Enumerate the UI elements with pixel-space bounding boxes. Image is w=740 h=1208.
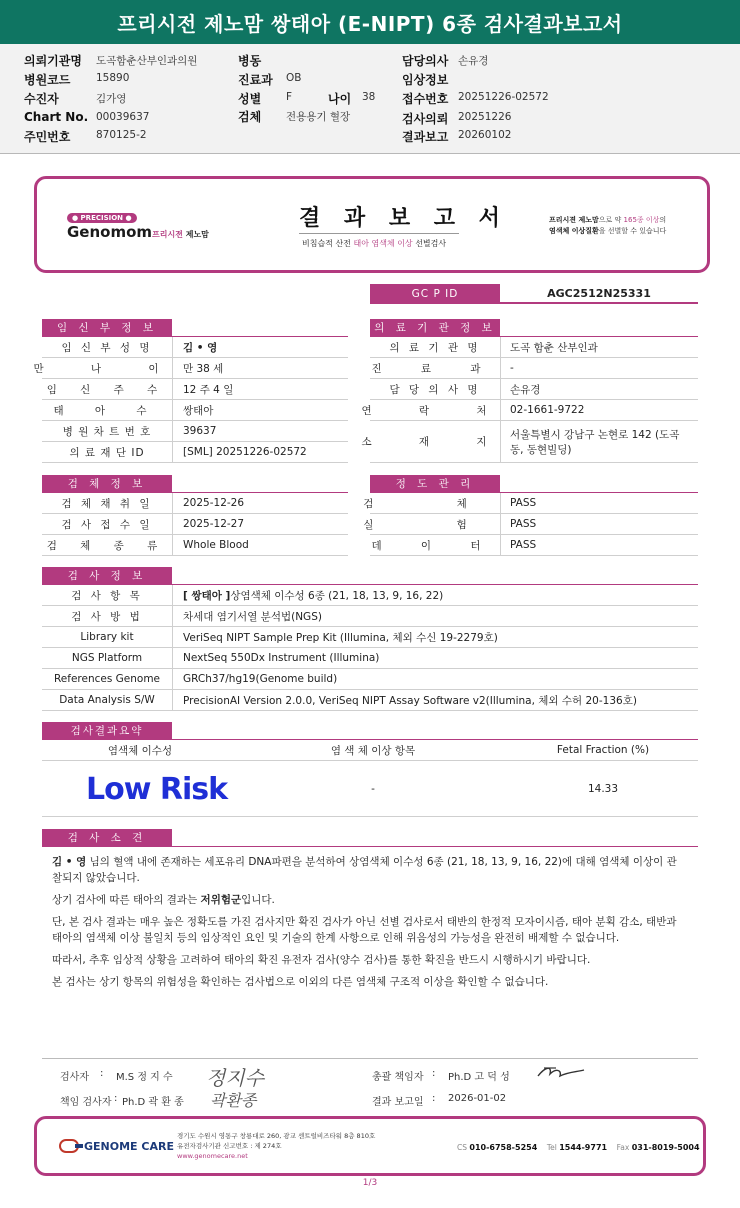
abnormal-items-value: - xyxy=(371,783,375,795)
header-field xyxy=(24,110,150,124)
col-divider xyxy=(172,585,173,710)
heading-underline xyxy=(299,233,459,234)
header-key: 담당의사 xyxy=(402,54,449,68)
row-label: Library kit xyxy=(80,631,134,643)
row-rule xyxy=(42,668,698,669)
col-divider xyxy=(172,493,173,555)
header-value: 전용용기 혈장 xyxy=(286,111,351,123)
section-opinion: 검 사 소 견 xyxy=(42,829,172,846)
row-label: 검 체 종 류 xyxy=(46,539,168,552)
row-rule xyxy=(370,513,698,514)
header-field xyxy=(238,90,293,107)
colon: : xyxy=(432,1093,436,1104)
footer-contacts xyxy=(457,1143,700,1152)
row-label: 검 체 채 취 일 xyxy=(61,497,153,510)
row-rule xyxy=(42,626,698,627)
row-rule xyxy=(42,357,348,358)
header-value: 15890 xyxy=(96,72,130,84)
row-label: 연 락 처 xyxy=(361,404,509,417)
header-field-age xyxy=(328,90,376,107)
row-label: 검 사 항 목 xyxy=(71,589,143,602)
report-heading: 결 과 보 고 서 xyxy=(299,206,508,231)
tagline-disease: 염색체 이상질환 xyxy=(549,227,599,235)
tel-number: 1544-9771 xyxy=(559,1143,608,1152)
cs-number: 010-6758-5254 xyxy=(469,1143,538,1152)
license-line: 유전자검사기관 신고번호 : 제 274호 xyxy=(177,1142,282,1150)
address-line: 경기도 수원시 영통구 창룡대로 260, 광교 센트럴비즈타워 8층 810호 xyxy=(177,1132,376,1140)
genome-care-icon xyxy=(59,1139,79,1153)
header-field xyxy=(238,108,351,125)
banner-tagline xyxy=(549,215,666,237)
genome-care-text: GENOME CARE xyxy=(84,1139,174,1153)
row-value: 39637 xyxy=(183,425,217,437)
header-key: 임상정보 xyxy=(402,73,449,87)
row-rule xyxy=(42,399,348,400)
header-value: 20251226 xyxy=(458,111,512,123)
row-rule xyxy=(42,689,698,690)
row-value: PrecisionAI Version 2.0.0, VeriSeq NIPT Assay Software v2(Illumina, 체외 수허 20-136호) xyxy=(183,694,637,707)
row-label: NGS Platform xyxy=(71,652,143,664)
row-value: 02-1661-9722 xyxy=(510,404,585,416)
row-label: 데 이 터 xyxy=(371,539,499,552)
row-value: PASS xyxy=(510,518,537,530)
row-rule xyxy=(42,816,698,817)
twin-tag: [ 쌍태아 ] xyxy=(183,589,231,602)
header-key: Chart No. xyxy=(24,110,89,124)
header-key: 의뢰기관명 xyxy=(24,54,82,68)
summary-col-abnormal: 염 색 체 이상 항목 xyxy=(330,744,416,757)
row-rule xyxy=(42,441,348,442)
row-label: 실 험 xyxy=(363,518,507,531)
opinion-text: 님의 혈액 내에 존재하는 세포유리 DNA파편을 분석하여 상염색체 이수성 6종 (21, 18, 13, 9, 16, 22)에 대해 염색체 이상이 관 xyxy=(86,856,677,868)
sub-2: 태아 염색체 이상 xyxy=(353,239,413,248)
row-value: [SML] 20251226-02572 xyxy=(183,446,307,458)
opinion-paragraph-2 xyxy=(52,892,700,908)
header-value: 870125-2 xyxy=(96,129,147,141)
row-rule xyxy=(42,462,348,463)
sub-3: 선별검사 xyxy=(412,239,447,248)
row-rule xyxy=(42,605,698,606)
row-label: 의 료 기 관 명 xyxy=(389,341,481,354)
header-field xyxy=(24,71,130,88)
report-date: 2026-01-02 xyxy=(448,1093,507,1104)
header-key: 주민번호 xyxy=(24,130,71,144)
header-key: 나이 xyxy=(328,92,352,106)
row-value: 동, 동현빌딩) xyxy=(510,443,572,456)
report-date-label: 결과 보고일 xyxy=(372,1097,424,1108)
cs-label: CS xyxy=(457,1143,467,1152)
tagline-count: 165종 이상 xyxy=(623,216,660,224)
signature-rule xyxy=(42,1058,698,1059)
brand-sub xyxy=(152,229,209,240)
header-field xyxy=(402,110,512,127)
colon: : xyxy=(114,1093,118,1104)
sub-1: 비침습적 산전 xyxy=(302,239,354,248)
header-field xyxy=(24,128,147,145)
header-key: 성별 xyxy=(238,92,262,106)
tagline-text: 으로 약 xyxy=(598,216,624,224)
row-rule xyxy=(370,555,698,556)
section-institution-info: 의 료 기 관 정 보 xyxy=(370,319,500,336)
row-value: 김 • 영 xyxy=(183,341,218,354)
tagline-text: 을 선별할 수 있습니다 xyxy=(598,227,667,235)
opinion-text: 상기 검사에 따른 태아의 결과는 xyxy=(52,894,201,906)
patient-name: 김 • 영 xyxy=(52,856,87,868)
opinion-paragraph-3 xyxy=(52,914,700,946)
section-test-info: 검 사 정 보 xyxy=(42,567,172,584)
opinion-text: 태아의 염색체 이상 불일치 등의 임상적인 요인 및 기술의 한계 사항으로 인해 위음성의 가능성을 완전히 배제할 수 없습니다. xyxy=(52,932,620,944)
row-label: 임 신 주 수 xyxy=(46,383,168,396)
col-divider xyxy=(500,337,501,462)
chief-signature-icon xyxy=(536,1062,586,1082)
colon: : xyxy=(100,1068,104,1079)
summary-col-aneuploidy: 염색체 이수성 xyxy=(107,744,173,757)
header-value: 38 xyxy=(362,91,376,103)
row-rule xyxy=(370,399,698,400)
gcpid-value: AGC2512N25331 xyxy=(500,284,698,304)
row-rule xyxy=(370,462,698,463)
row-label: 의 료 재 단 ID xyxy=(69,446,145,459)
row-label: 검 사 방 법 xyxy=(71,610,143,623)
header-field xyxy=(238,71,302,88)
row-value: 서울특별시 강남구 논현로 142 (도곡 xyxy=(510,428,680,441)
row-rule xyxy=(42,513,348,514)
header-key: 진료과 xyxy=(238,73,273,87)
header-value: F xyxy=(286,91,293,103)
row-value xyxy=(183,585,443,605)
row-rule xyxy=(42,420,348,421)
chief-name: Ph.D 고 덕 성 xyxy=(448,1072,510,1083)
row-value: 도곡 함춘 산부인과 xyxy=(510,341,598,354)
row-value: - xyxy=(510,362,514,374)
fetal-fraction-value: 14.33 xyxy=(587,783,619,795)
row-value: NextSeq 550Dx Instrument (Illumina) xyxy=(183,652,380,664)
row-label: 임 신 부 성 명 xyxy=(61,341,153,354)
fax-label: Fax xyxy=(616,1143,630,1152)
row-label: References Genome xyxy=(53,673,161,685)
row-label: 진 료 과 xyxy=(371,362,499,375)
tagline-brand: 프리시젼 제노맘 xyxy=(549,216,599,224)
row-label: 병 원 차 트 번 호 xyxy=(62,425,152,438)
header-key: 수진자 xyxy=(24,92,59,106)
brand-sub-1: 프리시젼 xyxy=(152,230,183,239)
header-value: 20260102 xyxy=(458,129,512,141)
brand-logo: Genomom xyxy=(67,223,153,241)
row-rule xyxy=(42,760,698,761)
examiner-signature: 정지수 xyxy=(206,1066,264,1090)
row-value: Whole Blood xyxy=(183,539,249,551)
examiner-label: 검사자 xyxy=(60,1072,89,1083)
page-title: 프리시전 제노맘 쌍태아 (E-NIPT) 6종 검사결과보고서 xyxy=(0,0,740,44)
header-field xyxy=(24,52,198,69)
fax-number: 031-8019-5004 xyxy=(631,1143,700,1152)
header-field xyxy=(402,71,448,88)
chief-label: 총괄 책임자 xyxy=(372,1072,424,1083)
header-field xyxy=(402,90,549,107)
row-value: 2025-12-26 xyxy=(183,497,245,509)
header-key: 검체 xyxy=(238,110,262,124)
row-rule xyxy=(370,357,698,358)
summary-col-fetal-fraction: Fetal Fraction (%) xyxy=(556,744,650,756)
row-value: PASS xyxy=(510,539,537,551)
section-result-summary: 검사결과요약 xyxy=(42,722,172,739)
row-rule xyxy=(42,555,348,556)
section-specimen-info: 검 체 정 보 xyxy=(42,475,172,492)
header-field xyxy=(24,90,127,107)
row-label: 검 체 xyxy=(363,497,507,510)
patient-header xyxy=(0,44,740,154)
precision-badge: ● PRECISION ● xyxy=(67,213,137,223)
header-key: 검사의뢰 xyxy=(402,112,449,126)
row-rule xyxy=(370,420,698,421)
result-low-risk: Low Risk xyxy=(86,772,228,807)
row-label: 검 사 접 수 일 xyxy=(61,518,153,531)
row-value: 2025-12-27 xyxy=(183,518,245,530)
row-label: 태 아 수 xyxy=(53,404,161,417)
row-value: 손유경 xyxy=(510,383,541,396)
examiner-name: M.S 정 지 수 xyxy=(116,1072,173,1083)
genome-care-logo xyxy=(59,1139,174,1153)
section-rule xyxy=(42,846,698,847)
colon: : xyxy=(432,1068,436,1079)
opinion-text: 찰되지 않았습니다. xyxy=(52,872,140,884)
opinion-text: 입니다. xyxy=(241,894,275,906)
header-value: 손유경 xyxy=(458,55,489,67)
row-rule xyxy=(42,534,348,535)
row-label: 담 당 의 사 명 xyxy=(389,383,481,396)
opinion-text: 단, 본 검사 결과는 매우 높은 정확도를 가진 검사지만 확진 검사가 아닌 선별 검사로서 태반의 한정적 모자이시즘, 태아 분획 감소, 태반과 xyxy=(52,916,677,928)
header-field xyxy=(238,52,261,69)
responsible-signature: 곽환종 xyxy=(210,1091,257,1110)
page-number: 1/3 xyxy=(362,1178,378,1188)
tagline-line-2 xyxy=(549,226,666,237)
responsible-name: Ph.D 곽 환 종 xyxy=(122,1097,184,1108)
row-label: Data Analysis S/W xyxy=(59,694,155,706)
website-link[interactable]: www.genomecare.net xyxy=(177,1152,248,1160)
header-value: 김가영 xyxy=(96,93,127,105)
brand-sub-2: 제노맘 xyxy=(185,230,209,239)
header-value: 00039637 xyxy=(96,111,150,123)
report-subtitle xyxy=(302,238,446,249)
tel-label: Tel xyxy=(546,1143,557,1152)
col-divider xyxy=(172,337,173,462)
header-value: OB xyxy=(286,72,302,84)
row-label: 만 나 이 xyxy=(33,362,181,375)
header-key: 병원코드 xyxy=(24,73,71,87)
opinion-paragraph-1 xyxy=(52,854,700,886)
opinion-paragraph-5: 본 검사는 상기 항목의 위험성을 확인하는 검사법으로 이외의 다른 염색체 구조적 이상을 확인할 수 없습니다. xyxy=(52,976,549,988)
row-value: 쌍태아 xyxy=(183,404,214,417)
header-key: 결과보고 xyxy=(402,130,449,144)
responsible-label: 책임 검사자 xyxy=(60,1097,112,1108)
test-items: 상염색체 이수성 6종 (21, 18, 13, 9, 16, 22) xyxy=(230,589,444,602)
low-risk-group: 저위험군 xyxy=(200,894,242,906)
col-divider xyxy=(500,493,501,555)
row-value: VeriSeq NIPT Sample Prep Kit (Illumina, 체외 수신 19-2279호) xyxy=(183,631,498,644)
header-key: 병동 xyxy=(238,54,262,68)
header-value: 20251226-02572 xyxy=(458,91,549,103)
header-field xyxy=(402,52,489,69)
tagline-line-1 xyxy=(549,215,666,226)
section-pregnant-info: 임 신 부 정 보 xyxy=(42,319,172,336)
row-label: 소 재 지 xyxy=(361,436,509,448)
row-rule xyxy=(370,378,698,379)
header-field xyxy=(402,128,512,145)
footer-address xyxy=(177,1131,375,1161)
row-value: 12 주 4 일 xyxy=(183,383,234,396)
gcpid-label: GC P ID xyxy=(370,284,500,304)
opinion-paragraph-4: 따라서, 추후 임상적 상황을 고려하여 태아의 확진 유전자 검사(양수 검사)를 통한 확진을 반드시 시행하시기 바랍니다. xyxy=(52,954,591,966)
section-quality-control: 정 도 관 리 xyxy=(370,475,500,492)
report-banner xyxy=(34,176,710,273)
row-rule xyxy=(42,647,698,648)
footer-banner xyxy=(34,1116,706,1176)
tagline-text: 의 xyxy=(659,216,667,224)
row-value: 차세대 염기서열 분석법(NGS) xyxy=(183,610,322,623)
row-rule xyxy=(42,710,698,711)
header-value: 도곡함춘산부인과의원 xyxy=(96,55,198,67)
row-value: 만 38 세 xyxy=(183,362,224,375)
row-rule xyxy=(370,534,698,535)
row-value: PASS xyxy=(510,497,537,509)
row-rule xyxy=(42,378,348,379)
header-key: 접수번호 xyxy=(402,92,449,106)
row-value: GRCh37/hg19(Genome build) xyxy=(183,673,338,685)
